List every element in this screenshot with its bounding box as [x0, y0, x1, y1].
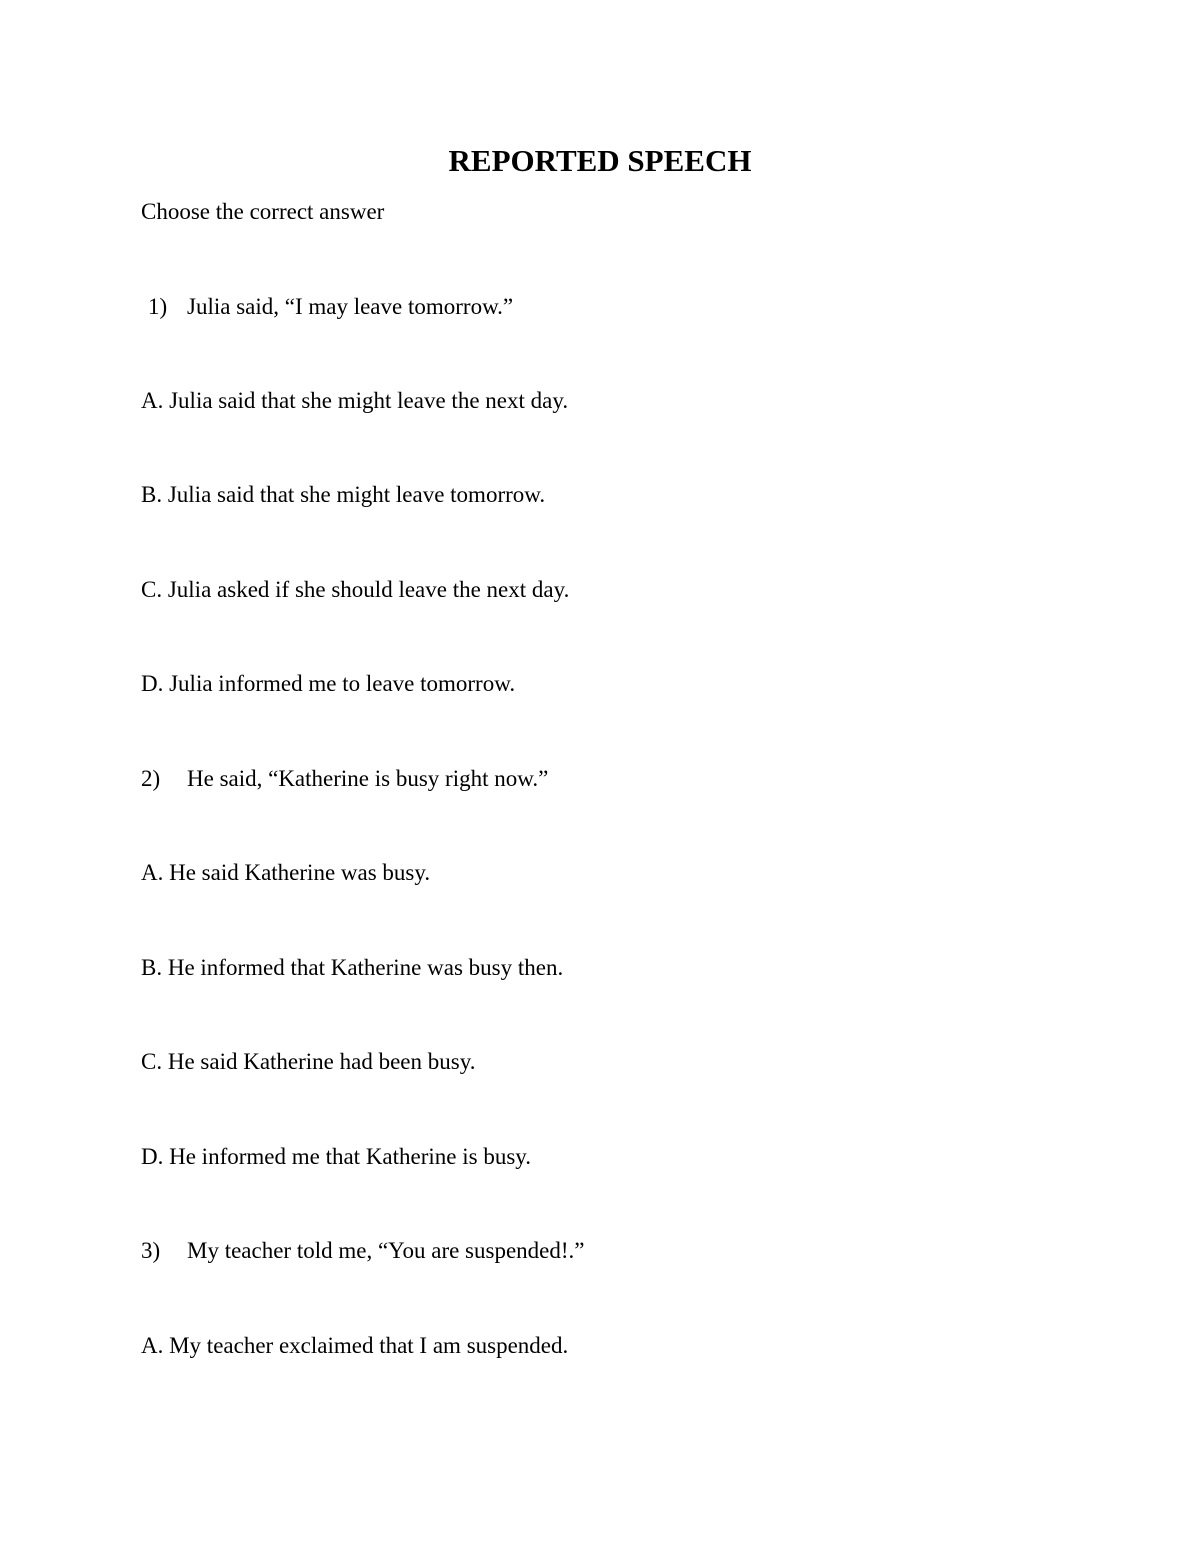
- question-1-text: Julia said, “I may leave tomorrow.”: [187, 294, 514, 319]
- question-2-option-a: A. He said Katherine was busy.: [141, 860, 431, 885]
- question-1-prompt: [148, 292, 513, 322]
- question-3-option-a: A. My teacher exclaimed that I am suspended.: [141, 1333, 569, 1358]
- question-2-text: He said, “Katherine is busy right now.”: [187, 766, 549, 791]
- question-3-prompt: [141, 1236, 585, 1266]
- page-title: REPORTED SPEECH: [448, 143, 752, 178]
- question-1-number: 1): [148, 294, 168, 319]
- instruction-text: Choose the correct answer: [141, 199, 385, 224]
- question-2-option-b: B. He informed that Katherine was busy then.: [141, 955, 564, 980]
- question-2-option-c: C. He said Katherine had been busy.: [141, 1049, 476, 1074]
- question-1-option-d: D. Julia informed me to leave tomorrow.: [141, 671, 516, 696]
- question-2-option-d: D. He informed me that Katherine is busy.: [141, 1144, 532, 1169]
- question-2-prompt: [141, 764, 548, 794]
- question-1-option-c: C. Julia asked if she should leave the next day.: [141, 577, 570, 602]
- question-2-number: 2): [141, 766, 161, 791]
- question-3-number: 3): [141, 1238, 161, 1263]
- question-1-option-b: B. Julia said that she might leave tomorrow.: [141, 482, 546, 507]
- question-3-text: My teacher told me, “You are suspended!.”: [187, 1238, 585, 1263]
- question-1-option-a: A. Julia said that she might leave the next day.: [141, 388, 569, 413]
